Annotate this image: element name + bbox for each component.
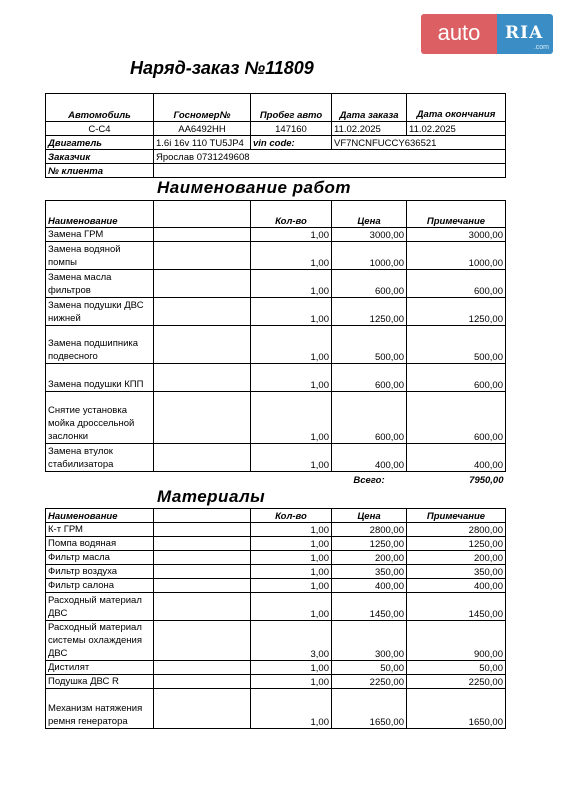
table-row [46,364,506,392]
work-qty: 1,00 [251,242,332,270]
total-label: Всего: [353,474,385,486]
work-note: 1250,00 [407,298,506,326]
work-price: 500,00 [332,326,407,364]
value-mileage: 147160 [251,122,332,136]
work-qty: 1,00 [251,392,332,444]
work-name: Замена водяной помпы [46,242,154,270]
material-name: Фильтр салона [46,579,154,593]
table-row [46,565,506,579]
value-car: C-C4 [46,122,154,136]
material-name: Механизм натяжения ремня генератора [46,689,154,729]
table-row [46,444,506,472]
material-price: 2250,00 [332,675,407,689]
table-row [46,551,506,565]
works-header-row [46,201,506,228]
document-title: Наряд-заказ №11809 [130,58,314,78]
material-note: 400,00 [407,579,506,593]
material-qty: 1,00 [251,579,332,593]
table-row [46,621,506,661]
work-name: Замена втулок стабилизатора [46,444,154,472]
table-row [46,661,506,675]
work-price: 600,00 [332,270,407,298]
work-name: Снятие установка мойка дроссельной заслонки [46,392,154,444]
material-note: 1450,00 [407,593,506,621]
customer-row [46,150,506,164]
material-name: Фильтр масла [46,551,154,565]
table-row [46,326,506,364]
header-end-date: Дата окончания [407,94,506,122]
work-qty: 1,00 [251,326,332,364]
material-price: 400,00 [332,579,407,593]
material-qty: 1,00 [251,593,332,621]
material-name: Дистилят [46,661,154,675]
header-order-date: Дата заказа [332,94,407,122]
material-name: Расходный материал системы охлаждения ДВС [46,621,154,661]
material-qty: 1,00 [251,523,332,537]
work-note: 500,00 [407,326,506,364]
value-end-date: 11.02.2025 [407,122,506,136]
works-header-name: Наименование [46,201,154,228]
materials-header-blank [154,509,251,523]
works-header-price: Цена [332,201,407,228]
material-name: Помпа водяная [46,537,154,551]
header-plate: Госномер№ [154,94,251,122]
table-row [46,228,506,242]
materials-section-title: Материалы [157,487,266,506]
materials-header-note: Примечание [407,509,506,523]
table-row [46,689,506,729]
material-qty: 3,00 [251,621,332,661]
material-note: 2800,00 [407,523,506,537]
material-price: 1450,00 [332,593,407,621]
autoria-logo [421,14,553,54]
work-price: 1250,00 [332,298,407,326]
work-price: 3000,00 [332,228,407,242]
works-header-note: Примечание [407,201,506,228]
value-order-date: 11.02.2025 [332,122,407,136]
work-note: 600,00 [407,392,506,444]
table-row [46,298,506,326]
material-qty: 1,00 [251,661,332,675]
work-note: 3000,00 [407,228,506,242]
engine-row [46,136,506,150]
customer-label: Заказчик [46,150,154,164]
material-price: 1650,00 [332,689,407,729]
table-row [46,392,506,444]
customer-value: Ярослав 0731249608 [154,150,506,164]
material-qty: 1,00 [251,537,332,551]
table-row [46,593,506,621]
material-note: 1650,00 [407,689,506,729]
work-name: Замена ГРМ [46,228,154,242]
material-name: К-т ГРМ [46,523,154,537]
material-note: 350,00 [407,565,506,579]
material-qty: 1,00 [251,675,332,689]
info-values-row [46,122,506,136]
table-row [46,242,506,270]
works-header-qty: Кол-во [251,201,332,228]
work-name: Замена подушки КПП [46,364,154,392]
material-price: 1250,00 [332,537,407,551]
materials-header-qty: Кол-во [251,509,332,523]
material-qty: 1,00 [251,689,332,729]
material-name: Расходный материал ДВС [46,593,154,621]
table-row [46,537,506,551]
client-label: № клиента [46,164,154,178]
work-note: 400,00 [407,444,506,472]
materials-header-row [46,509,506,523]
table-row [46,523,506,537]
material-qty: 1,00 [251,551,332,565]
material-name: Подушка ДВС R [46,675,154,689]
works-section-title: Наименование работ [157,178,351,197]
logo-ria-text: RIA [505,23,544,43]
works-header-blank [154,201,251,228]
work-price: 600,00 [332,392,407,444]
work-qty: 1,00 [251,364,332,392]
material-price: 350,00 [332,565,407,579]
vin-value: VF7NCNFUCCY636521 [332,136,506,150]
total-value: 7950,00 [469,474,504,486]
work-price: 400,00 [332,444,407,472]
table-row [46,270,506,298]
value-plate: AA6492HH [154,122,251,136]
table-row [46,579,506,593]
material-note: 200,00 [407,551,506,565]
material-price: 50,00 [332,661,407,675]
header-mileage: Пробег авто [251,94,332,122]
work-qty: 1,00 [251,270,332,298]
info-header-row [46,94,506,122]
work-name: Замена масла фильтров [46,270,154,298]
logo-ria-part [497,14,553,54]
materials-header-price: Цена [332,509,407,523]
material-note: 1250,00 [407,537,506,551]
work-note: 600,00 [407,270,506,298]
engine-value: 1.6i 16v 110 TU5JP4 [154,136,251,150]
logo-com-text: .com [533,44,549,51]
header-car: Автомобиль [46,94,154,122]
material-price: 300,00 [332,621,407,661]
client-value [154,164,506,178]
work-name: Замена подушки ДВС нижней [46,298,154,326]
engine-label: Двигатель [46,136,154,150]
table-row [46,675,506,689]
material-qty: 1,00 [251,565,332,579]
works-table [45,200,506,486]
materials-table [45,508,506,729]
vin-label: vin code: [251,136,332,150]
material-price: 200,00 [332,551,407,565]
material-note: 50,00 [407,661,506,675]
work-qty: 1,00 [251,228,332,242]
materials-header-name: Наименование [46,509,154,523]
material-price: 2800,00 [332,523,407,537]
client-row [46,164,506,178]
material-note: 2250,00 [407,675,506,689]
logo-auto-part: auto [421,14,497,54]
work-price: 600,00 [332,364,407,392]
material-name: Фильтр воздуха [46,565,154,579]
work-qty: 1,00 [251,298,332,326]
material-note: 900,00 [407,621,506,661]
work-price: 1000,00 [332,242,407,270]
works-total-row [46,472,506,486]
order-info-table [45,93,506,178]
work-name: Замена подшипника подвесного [46,326,154,364]
work-note: 1000,00 [407,242,506,270]
work-note: 600,00 [407,364,506,392]
work-qty: 1,00 [251,444,332,472]
